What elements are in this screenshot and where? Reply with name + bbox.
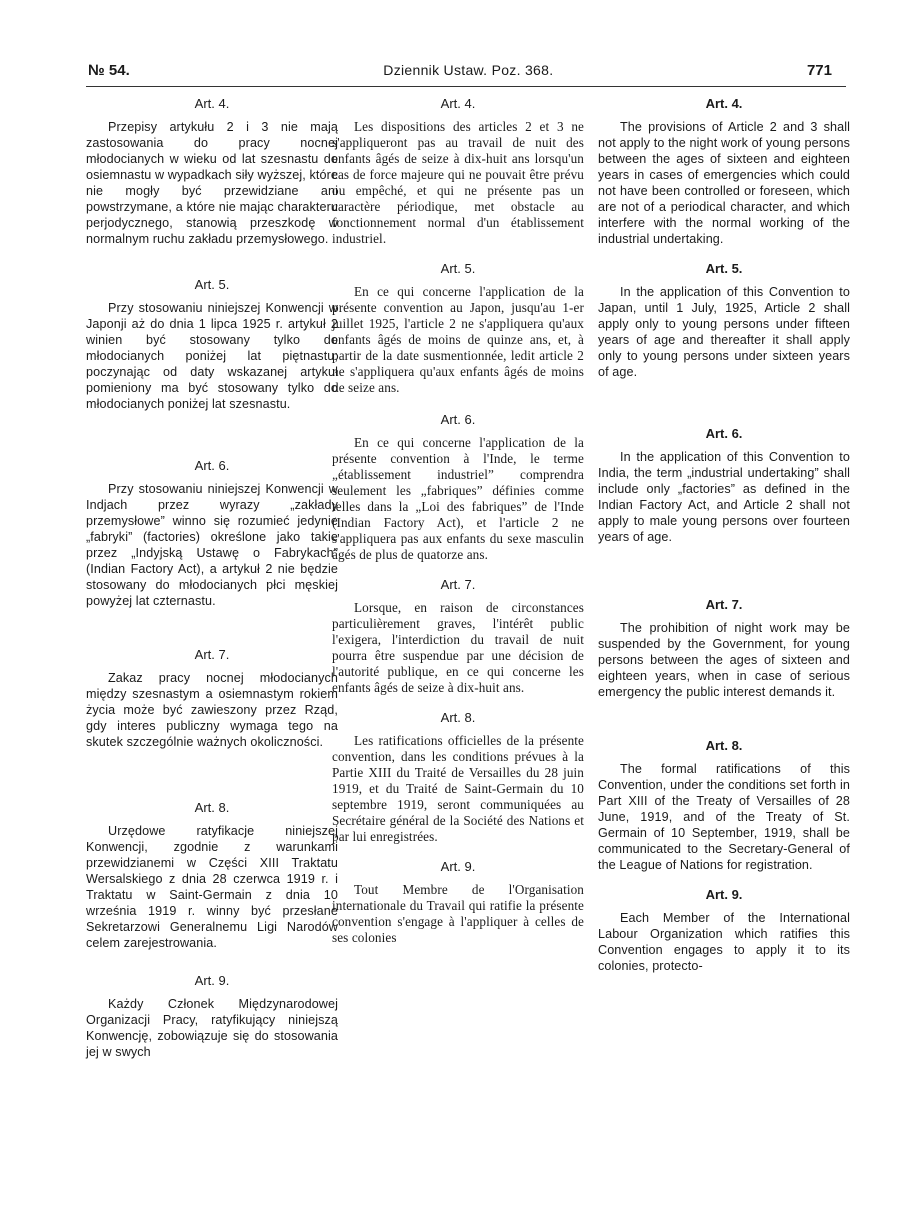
journal-title: Dziennik Ustaw. Poz. 368. xyxy=(383,62,554,78)
article-title: Art. 6. xyxy=(440,412,476,427)
article-5 xyxy=(598,261,850,380)
article-text: Przy stosowaniu niniejszej Konwencji w Indjach przez wyrazy „zakłady przemysłowe” winno się rozumieć jedynie „fabryki” (factories) określone jako takie przez „Indyjską Ustawę o Fabrykach” (Indian Factory Act), a artykuł 2 nie będzie stosowany do młodocianych płci męskiej powyżej lat czternastu. xyxy=(86,482,338,608)
article-7 xyxy=(86,647,338,750)
article-6 xyxy=(86,458,338,609)
article-title: Art. 6. xyxy=(194,458,230,473)
article-text: En ce qui concerne l'application de la présente convention à l'Inde, le terme „établissement industriel” comprendra seulement les „fabriques” définies comme telles dans la „Loi des fabriques” de l'Inde (Indian Factory Act), et l'article 2 ne s'appliquera pas aux enfants du sexe masculin âgés de plus de quatorze ans. xyxy=(332,435,584,562)
article-title: Art. 9. xyxy=(440,859,476,874)
article-text: Tout Membre de l'Organisation internationale du Travail qui ratifie la présente convention s'engage à l'appliquer à celles de ses colonies xyxy=(332,882,584,945)
article-text: Urzędowe ratyfikacje niniejszej Konwencji, zgodnie z warunkami przewidzianemi w Części XIII Traktatu Wersalskiego z dnia 28 czerwca 1919 r. i Traktatu w Saint-Germain z dnia 10 września 1919 r. winny być przesłane Sekretarzowi Generalnemu Ligi Narodów celem zarejestrowania. xyxy=(86,824,338,950)
article-7 xyxy=(598,597,850,700)
column-french xyxy=(332,96,584,946)
article-title: Art. 5. xyxy=(194,277,230,292)
article-9 xyxy=(598,887,850,974)
article-title: Art. 6. xyxy=(705,426,743,441)
article-text: Przy stosowaniu niniejszej Konwencji w Japonji aż do dnia 1 lipca 1925 r. artykuł 2 winien być stosowany tylko do młodocianych poniżej lat piętnastu; poczynając od daty wskazanej artykuł pomieniony ma być stosowany tylko do młodocianych poniżej lat szesnastu. xyxy=(86,301,338,411)
article-text: Każdy Członek Międzynarodowej Organizacji Pracy, ratyfikujący niniejszą Konwencję, zobowiązuje się do stosowania jej w swych xyxy=(86,997,338,1059)
article-8 xyxy=(598,738,850,873)
article-title: Art. 5. xyxy=(705,261,743,276)
article-title: Art. 5. xyxy=(440,261,476,276)
article-title: Art. 8. xyxy=(705,738,743,753)
article-4 xyxy=(598,96,850,247)
article-text: Les ratifications officielles de la présente convention, dans les conditions prévues à la Partie XIII du Traité de Versailles du 28 juin 1919, et du Traité de Saint-Germain du 10 septembre 1919, seront communiquées au Secrétaire général de la Société des Nations et par lui enregistrées. xyxy=(332,733,584,844)
article-6 xyxy=(598,426,850,545)
article-9 xyxy=(332,859,584,946)
article-title: Art. 4. xyxy=(705,96,743,111)
column-english xyxy=(598,96,850,974)
article-text: Each Member of the International Labour Organization which ratifies this Convention engages to apply it to its colonies, protecto- xyxy=(598,911,850,973)
article-text: The provisions of Article 2 and 3 shall not apply to the night work of young persons between the ages of sixteen and eighteen years in cases of emergencies which could not have been controlled or foreseen, which are not of a periodical character, and which interfere with the normal working of the industrial undertaking. xyxy=(598,120,850,246)
article-8 xyxy=(332,710,584,845)
article-4 xyxy=(86,96,338,247)
article-title: Art. 7. xyxy=(440,577,476,592)
article-title: Art. 4. xyxy=(440,96,476,111)
article-7 xyxy=(332,577,584,696)
issue-number: № 54. xyxy=(88,62,130,79)
article-6 xyxy=(332,412,584,563)
article-title: Art. 9. xyxy=(194,973,230,988)
article-text: In the application of this Convention to Japan, until 1 July, 1925, Article 2 shall apply only to young persons under fifteen years of age and thereafter it shall apply only to young persons under sixteen years of age. xyxy=(598,285,850,379)
article-title: Art. 7. xyxy=(705,597,743,612)
article-9 xyxy=(86,973,338,1060)
article-text: The prohibition of night work may be suspended by the Government, for young persons between the ages of sixteen and eighteen years, when in case of serious emergency the public interest demands it. xyxy=(598,621,850,699)
article-text: En ce qui concerne l'application de la présente convention au Japon, jusqu'au 1-er juillet 1925, l'article 2 ne s'appliquera qu'aux enfants âgés de moins de quinze ans, et, à partir de la date susmentionnée, ledit article 2 ne s'appliquera qu'aux enfants âgés de moins de seize ans. xyxy=(332,284,584,395)
article-5 xyxy=(332,261,584,396)
article-text: Lorsque, en raison de circonstances particulièrement graves, l'intérêt public l'exigera, l'interdiction du travail de nuit pourra être suspendue par une décision de l'autorité publique, en ce qui concerne les enfants âgés de seize à dix-huit ans. xyxy=(332,600,584,695)
article-4 xyxy=(332,96,584,247)
article-text: Przepisy artykułu 2 i 3 nie mają zastosowania do pracy nocnej młodocianych w wieku od lat szesnastu do osiemnastu w wypadkach siły wyższej, które nie mogły być przewidziane ani powstrzymane, a które nie mając charakteru perjodycznego, stanowią przeszkodę w normalnym ruchu zakładu przemysłowego. xyxy=(86,120,338,246)
article-text: In the application of this Convention to India, the term „industrial undertaking” shall include only „factories” as defined in the Indian Factory Act, and Article 2 shall not apply to male young persons over fourteen years of age. xyxy=(598,450,850,544)
article-title: Art. 4. xyxy=(194,96,230,111)
article-title: Art. 7. xyxy=(194,647,230,662)
article-text: Les dispositions des articles 2 et 3 ne s'appliqueront pas au travail de nuit des enfants âgés de seize à dix-huit ans lorsqu'un cas de force majeure qui ne pouvait être prévu ou empêché, et qui ne présente pas un caractère périodique, met obstacle au fonctionnement normal d'un établissement industriel. xyxy=(332,119,584,246)
article-title: Art. 8. xyxy=(440,710,476,725)
article-title: Art. 9. xyxy=(705,887,743,902)
page-number: 771 xyxy=(806,62,832,79)
column-polish xyxy=(86,96,338,1060)
article-8 xyxy=(86,800,338,951)
header-rule xyxy=(86,86,846,87)
article-title: Art. 8. xyxy=(194,800,230,815)
page-header xyxy=(88,62,832,84)
article-text: Zakaz pracy nocnej młodocianych między szesnastym a osiemnastym rokiem życia może być zawieszony przez Rząd, gdy interes publiczny wymaga tego na skutek szczególnie ważnych okoliczności. xyxy=(86,671,338,749)
article-text: The formal ratifications of this Convention, under the conditions set forth in Part XIII of the Treaty of Versailles of 28 June, 1919, and of the Treaty of St. Germain of 10 September, 1919, shall be communicated to the Secretary-General of the League of Nations for registration. xyxy=(598,762,850,872)
article-5 xyxy=(86,277,338,412)
